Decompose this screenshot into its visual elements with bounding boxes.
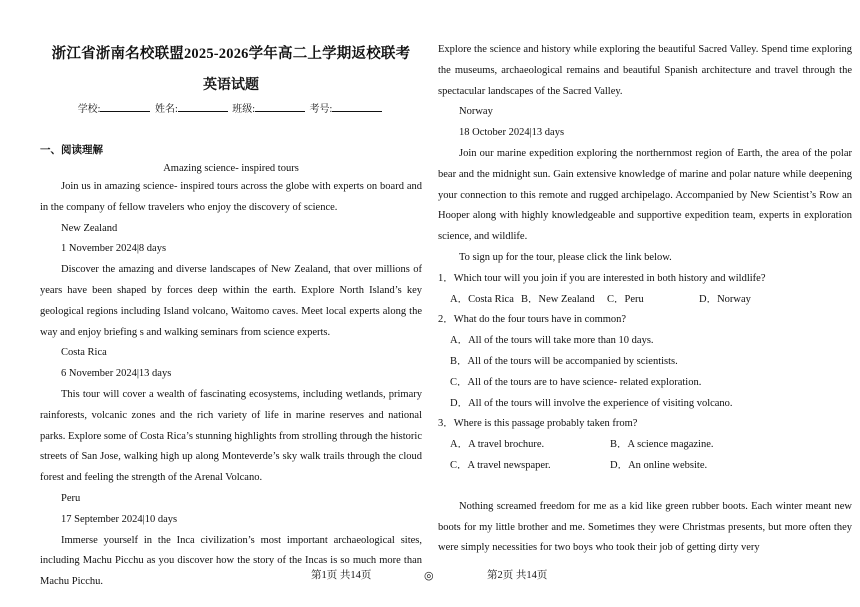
option-a[interactable]: A．A travel brochure. xyxy=(450,439,545,451)
student-info-line xyxy=(40,101,422,117)
signup-text: To sign up for the tour, please click the link below. xyxy=(459,251,672,263)
right-column xyxy=(438,40,852,559)
option-c[interactable]: C．A travel newspaper. xyxy=(450,459,551,471)
class-label: 班级: xyxy=(232,104,256,115)
option-c[interactable]: C．Peru xyxy=(607,293,644,305)
tour-description-continued: Explore the science and history while exploring the beautiful Sacred Valley. Spend time exploring the museums, archaeological remains and beautiful Spanish architecture and travel through the spectacular landscapes of the Sacred Valley. xyxy=(438,44,852,97)
question-number: 1 xyxy=(438,272,444,284)
question-number: 2 xyxy=(438,314,444,326)
question-3-options-row2 xyxy=(438,456,852,477)
option-c[interactable]: C．All of the tours are to have science- related exploration. xyxy=(450,376,702,388)
tour-place: Peru xyxy=(61,492,81,504)
name-blank xyxy=(178,101,228,112)
exam-number-label: 考号: xyxy=(309,104,333,115)
tour-date: 6 November 2024|13 days xyxy=(61,368,172,380)
question-number: 3 xyxy=(438,418,444,430)
tour-description: Discover the amazing and diverse landscapes of New Zealand, that over millions of years have been shaped by forces deep within the earth. Explore North Island’s key geological regions including Island volcano, Waitomo caves. Meet local experts along the way and enjoy briefing s and walking seminars from science experts. xyxy=(40,264,422,338)
option-d[interactable]: D．An online website. xyxy=(610,459,708,471)
option-a[interactable]: A．Costa Rica xyxy=(450,293,514,305)
option-a[interactable]: A．All of the tours will take more than 10 days. xyxy=(450,335,654,347)
question-3-options-row1 xyxy=(438,435,852,456)
option-d[interactable]: D．All of the tours will involve the experience of visiting volcano. xyxy=(450,397,733,409)
school-label: 学校: xyxy=(77,104,101,115)
question-text: Where is this passage probably taken from? xyxy=(453,418,638,430)
option-d[interactable]: D．Norway xyxy=(699,293,751,305)
exam-number-blank xyxy=(332,101,382,112)
passage-intro: Join us in amazing science- inspired tours across the globe with experts on board and in the company of fellow travelers who enjoy the discovery of science. xyxy=(40,181,422,213)
exam-subtitle: 英语试题 xyxy=(203,78,259,93)
class-blank xyxy=(255,101,305,112)
tour-date: 1 November 2024|8 days xyxy=(61,243,167,255)
tour-place: New Zealand xyxy=(61,222,118,234)
question-text: What do the four tours have in common? xyxy=(453,314,627,326)
tour-date: 18 October 2024|13 days xyxy=(459,127,565,139)
question-3: 3．Where is this passage probably taken from? xyxy=(438,418,638,430)
section-title: 一、阅读理解 xyxy=(40,145,103,156)
option-b[interactable]: B．New Zealand xyxy=(521,293,595,305)
binding-mark-icon: ◎ xyxy=(424,570,434,582)
option-b[interactable]: B．All of the tours will be accompanied by scientists. xyxy=(450,355,678,367)
tour-description: Immerse yourself in the Inca civilization’s most important archaeological sites, including Machu Picchu as you discover how the story of the Incas is so much more than Machu Picchu. xyxy=(40,534,422,588)
question-2: 2．What do the four tours have in common? xyxy=(438,314,627,326)
passage-title: Amazing science- inspired tours xyxy=(163,163,299,174)
tour-date: 17 September 2024|10 days xyxy=(61,513,178,525)
question-1: 1．Which tour will you join if you are interested in both history and wildlife? xyxy=(438,272,766,284)
page-number-right: 第2页 共14页 xyxy=(487,570,548,581)
page-number-left: 第1页 共14页 xyxy=(311,570,372,581)
tour-place: Costa Rica xyxy=(61,347,107,359)
passage-2-text: Nothing screamed freedom for me as a kid like green rubber boots. Each winter meant new boots for my little brother and me. Sometimes they were Christmas presents, but more often they were simply necessities for two boys who took their job of getting dirty very xyxy=(438,500,852,554)
question-1-options xyxy=(438,290,852,311)
tour-description: This tour will cover a wealth of fascinating ecosystems, including wetlands, primary rainforests, volcanic zones and the rich variety of life in marine reserves and national parks. Explore some of Costa Rica’s stunning highlights from strolling through the historic streets of San Jose, walking high up along Monteverde’s sky walk trails through the cloud forest and feeling the strength of the Arenal Volcano. xyxy=(40,388,422,484)
tour-place: Norway xyxy=(459,106,493,118)
name-label: 姓名: xyxy=(154,104,178,115)
exam-title: 浙江省浙南名校联盟2025-2026学年高二上学期返校联考 xyxy=(51,46,411,62)
question-text: Which tour will you join if you are interested in both history and wildlife? xyxy=(453,272,766,284)
tour-description: Join our marine expedition exploring the northernmost region of Earth, the area of the polar bear and the midnight sun. Gain extensive knowledge of marine and polar nature while deepening your connection to this remote and rugged archipelago. Accompanied by New Scientist’s Row an Hooper along with highly knowledgeable and supportive expedition team, experts in exploration science, and wildlife. xyxy=(438,147,852,243)
left-column xyxy=(40,0,422,593)
school-blank xyxy=(100,101,150,112)
option-b[interactable]: B．A science magazine. xyxy=(610,439,714,451)
page-right xyxy=(430,0,860,607)
